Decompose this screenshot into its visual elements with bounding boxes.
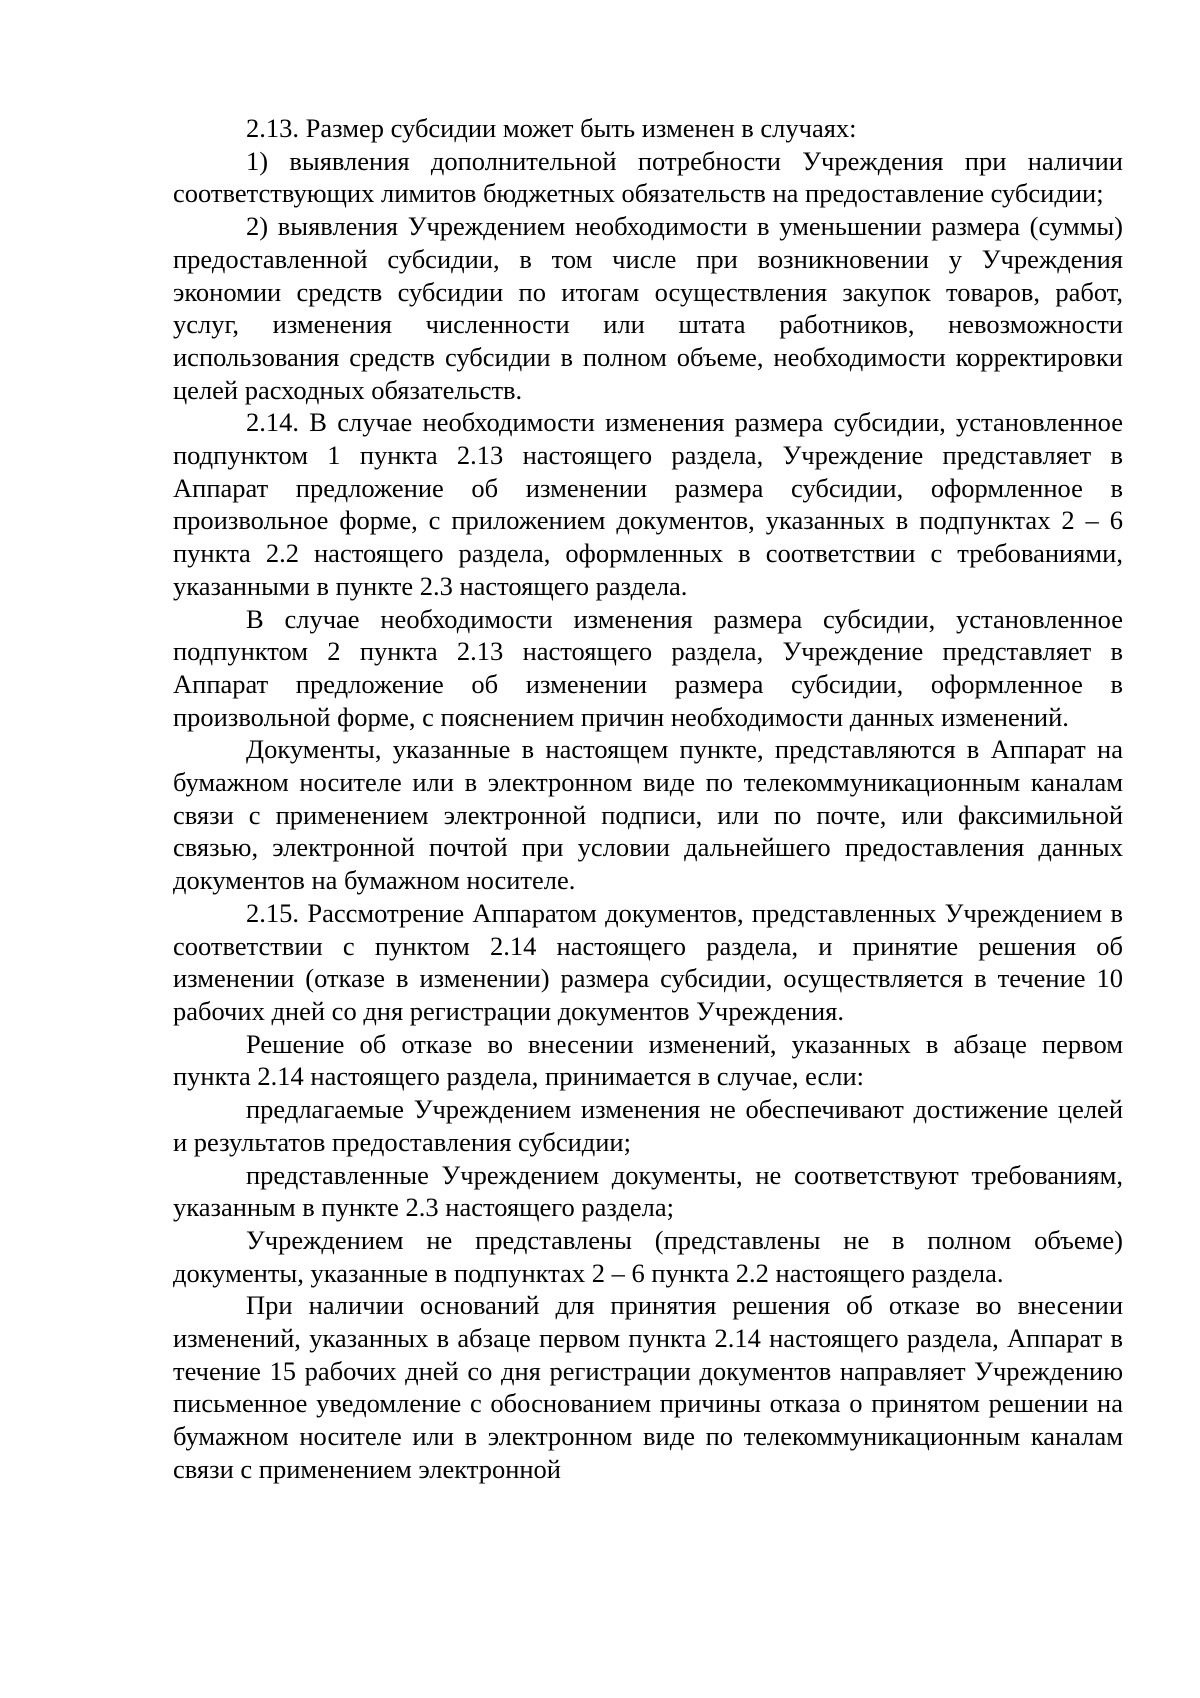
paragraph-refusal-reason-2: представленные Учреждением документы, не соответствуют требованиям, указанным в пункте 2.3 настоящего раздела; bbox=[173, 1159, 1123, 1223]
paragraph-refusal-reason-1: предлагаемые Учреждением изменения не обеспечивают достижение целей и результатов предоставления субсидии; bbox=[173, 1094, 1123, 1157]
paragraph-2-13-item-2: 2) выявления Учреждением необходимости в уменьшении размера (суммы) предоставленной субсидии, в том числе при возникновении у Учреждения экономии средств субсидии по итогам осуществления закупок товаров, работ, услуг, изменения численности или штата работников, невозможности использования средств субсидии в полном объеме, необходимости корректировки целей расходных обязательств. bbox=[173, 211, 1123, 405]
paragraph-2-14-documents: Документы, указанные в настоящем пункте, представляются в Аппарат на бумажном носителе или в электронном виде по телекоммуникационным каналам связи с применением электронной подписи, или по почте, или факсимильной связью, электронной почтой при условии дальнейшего предоставления данных документов на бумажном носителе. bbox=[173, 734, 1123, 896]
paragraph-2-13-item-1: 1) выявления дополнительной потребности Учреждения при наличии соответствующих лимитов бюджетных обязательств на предоставление субсидии; bbox=[173, 145, 1123, 209]
paragraph-2-14-second: В случае необходимости изменения размера субсидии, установленное подпунктом 2 пункта 2.13 настоящего раздела, Учреждение представляет в Аппарат предложение об изменении размера субсидии, оформленное в произвольной форме, с пояснением причин необходимости данных изменений. bbox=[173, 603, 1123, 732]
paragraph-refusal-reason-3: Учреждением не представлены (представлены не в полном объеме) документы, указанные в подпунктах 2 – 6 пункта 2.2 настоящего раздела. bbox=[173, 1224, 1123, 1288]
paragraph-refusal-notice: При наличии оснований для принятия решения об отказе во внесении изменений, указанных в абзаце первом пункта 2.14 настоящего раздела, Аппарат в течение 15 рабочих дней со дня регистрации документов направляет Учреждению письменное уведомление с обоснованием причины отказа о принятом решении на бумажном носителе или в электронном виде по телекоммуникационным каналам связи с применением электронной bbox=[173, 1290, 1123, 1484]
paragraph-2-15: 2.15. Рассмотрение Аппаратом документов, представленных Учреждением в соответствии с пунктом 2.14 настоящего раздела, и принятие решения об изменении (отказе в изменении) размера субсидии, осуществляется в течение 10 рабочих дней со дня регистрации документов Учреждения. bbox=[173, 897, 1123, 1026]
paragraph-refusal-decision: Решение об отказе во внесении изменений, указанных в абзаце первом пункта 2.14 настоящего раздела, принимается в случае, если: bbox=[173, 1028, 1123, 1092]
paragraph-2-14: 2.14. В случае необходимости изменения размера субсидии, установленное подпунктом 1 пункта 2.13 настоящего раздела, Учреждение представляет в Аппарат предложение об изменении размера субсидии, оформленное в произвольное форме, с приложением документов, указанных в подпунктах 2 – 6 пункта 2.2 настоящего раздела, оформленных в соответствии с требованиями, указанными в пункте 2.3 настоящего раздела. bbox=[173, 407, 1123, 601]
paragraph-2-13: 2.13. Размер субсидии может быть изменен в случаях: bbox=[246, 113, 857, 143]
document-page bbox=[173, 112, 1123, 1486]
